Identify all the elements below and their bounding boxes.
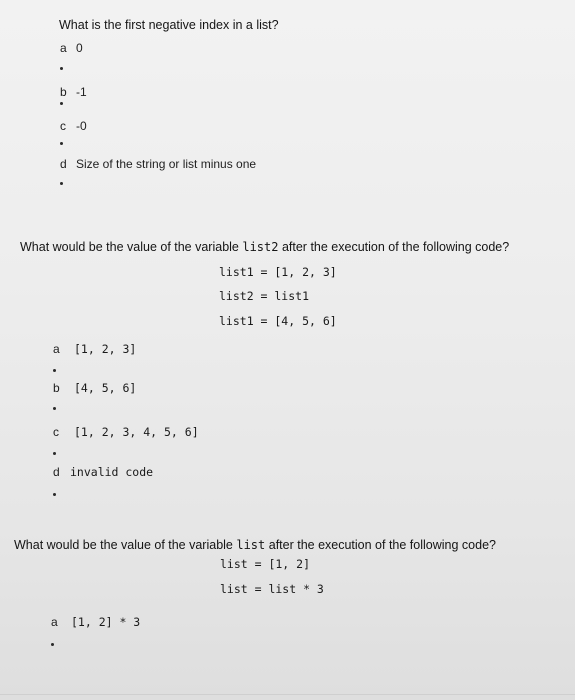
q2-option-a-letter: a <box>53 342 60 356</box>
q2-option-d-radio[interactable] <box>53 493 56 496</box>
question-2-post: after the execution of the following code? <box>278 240 510 254</box>
q2-code-line-1: list1 = [1, 2, 3] <box>219 265 337 279</box>
question-1-text: What is the first negative index in a list? <box>59 18 279 32</box>
q2-option-d-letter: d <box>53 465 60 479</box>
question-3-text <box>14 538 496 552</box>
q2-option-b-radio[interactable] <box>53 407 56 410</box>
q2-option-b-text[interactable]: [4, 5, 6] <box>74 381 137 395</box>
q3-option-a-radio[interactable] <box>51 643 54 646</box>
q1-option-c-radio[interactable] <box>60 142 63 145</box>
q2-code-line-2: list2 = list1 <box>219 289 310 303</box>
q1-option-c-letter: c <box>60 119 66 133</box>
q3-code-line-2: list = list * 3 <box>220 582 324 596</box>
q1-option-d-text[interactable]: Size of the string or list minus one <box>76 157 257 171</box>
q2-option-c-letter: c <box>53 425 59 439</box>
q2-option-c-text[interactable]: [1, 2, 3, 4, 5, 6] <box>74 425 199 439</box>
q1-option-b-text[interactable]: -1 <box>76 85 87 99</box>
q1-option-a-text[interactable]: 0 <box>76 41 83 55</box>
q3-option-a-text[interactable]: [1, 2] * 3 <box>71 615 141 629</box>
question-3-pre: What would be the value of the variable <box>14 538 237 552</box>
question-2-variable: list2 <box>242 240 279 254</box>
question-3-variable: list <box>236 538 266 552</box>
question-2-text <box>20 240 509 254</box>
q1-option-d-radio[interactable] <box>60 182 63 185</box>
q1-option-a-radio[interactable] <box>60 67 63 70</box>
q1-option-b-radio[interactable] <box>60 102 63 105</box>
q3-code-line-1: list = [1, 2] <box>220 557 311 571</box>
q1-option-a-letter: a <box>60 41 67 55</box>
page-bottom-edge <box>0 694 575 695</box>
q3-option-a-letter: a <box>51 615 58 629</box>
q1-option-d-letter: d <box>60 157 67 171</box>
q2-option-a-radio[interactable] <box>53 369 56 372</box>
q1-option-b-letter: b <box>60 85 67 99</box>
q1-option-c-text[interactable]: -0 <box>76 119 87 133</box>
q2-code-line-3: list1 = [4, 5, 6] <box>219 314 337 328</box>
q2-option-d-text[interactable]: invalid code <box>70 465 154 479</box>
question-3-post: after the execution of the following code? <box>265 538 496 552</box>
q2-option-c-radio[interactable] <box>53 452 56 455</box>
q2-option-b-letter: b <box>53 381 60 395</box>
question-2-pre: What would be the value of the variable <box>20 240 243 254</box>
q2-option-a-text[interactable]: [1, 2, 3] <box>74 342 137 356</box>
